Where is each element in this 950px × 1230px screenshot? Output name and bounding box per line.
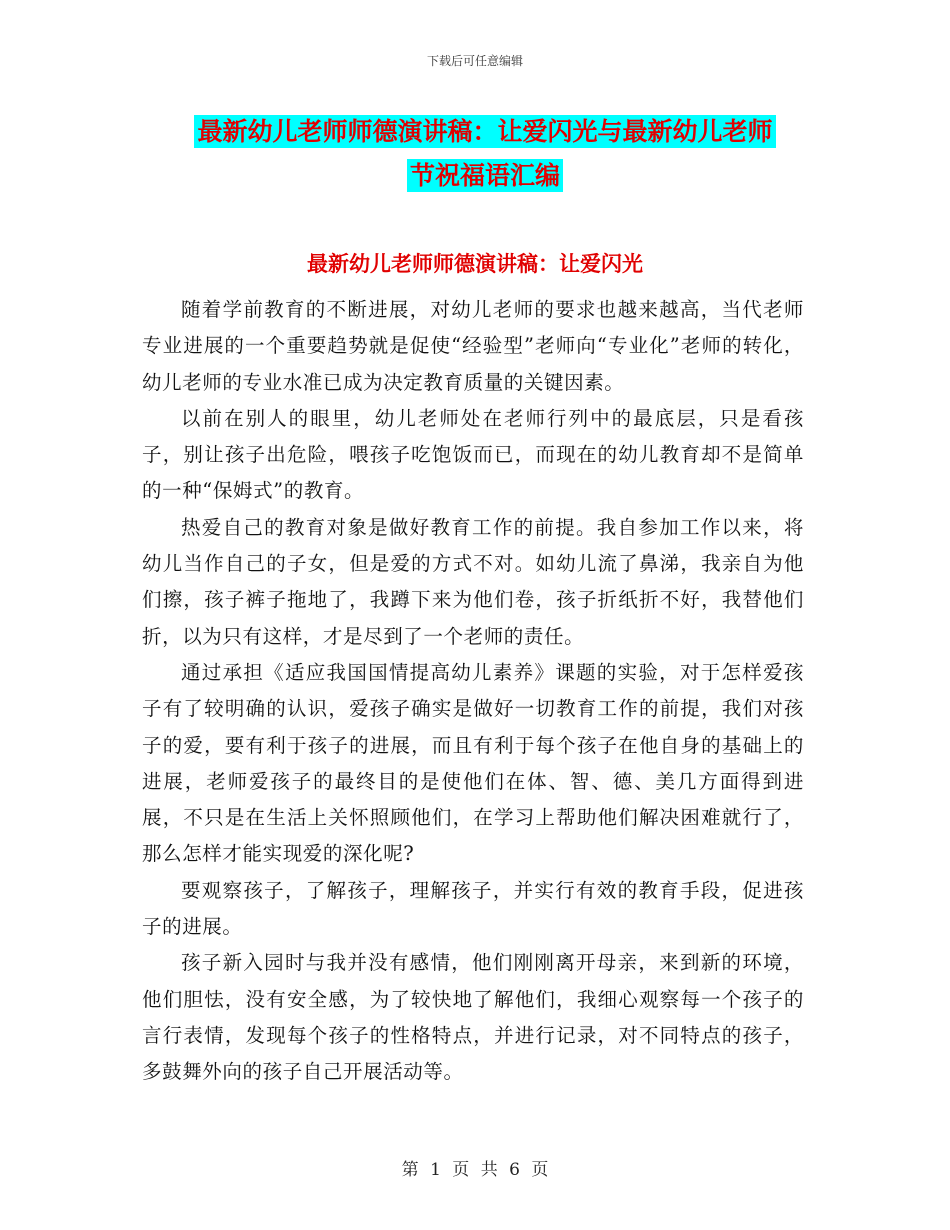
paragraph: 孩子新入园时与我并没有感情，他们刚刚离开母亲，来到新的环境，他们胆怯，没有安全感，为了较快地了解他们，我细心观察每一个孩子的言行表情，发现每个孩子的性格特点，并进行记录，对不同特点的孩子，多鼓舞外向的孩子自己开展活动等。 (142, 951, 804, 1084)
section-title: 最新幼儿老师师德演讲稿：让爱闪光 (307, 252, 643, 276)
document-title-line-2: 节祝福语汇编 (407, 159, 563, 192)
document-title (140, 110, 830, 198)
paragraph: 通过承担《适应我国国情提高幼儿素养》课题的实验，对于怎样爱孩子有了较明确的认识，爱孩子确实是做好一切教育工作的前提，我们对孩子的爱，要有利于孩子的进展，而且有利于每个孩子在他自身的基础上的进展，老师爱孩子的最终目的是使他们在体、智、德、美几方面得到进展，不只是在生活上关怀照顾他们，在学习上帮助他们解决困难就行了，那么怎样才能实现爱的深化呢? (142, 660, 804, 866)
document-title-line-1: 最新幼儿老师师德演讲稿：让爱闪光与最新幼儿老师 (194, 115, 775, 148)
header-note: 下载后可任意编辑 (426, 54, 523, 68)
paragraph: 以前在别人的眼里，幼儿老师处在老师行列中的最底层，只是看孩子，别让孩子出危险，喂孩子吃饱饭而已，而现在的幼儿教育却不是简单的一种“保姆式”的教育。 (142, 406, 804, 503)
paragraph: 随着学前教育的不断进展，对幼儿老师的要求也越来越高，当代老师专业进展的一个重要趋势就是促使“经验型”老师向“专业化”老师的转化，幼儿老师的专业水准已成为决定教育质量的关键因素。 (142, 298, 804, 394)
body-text (142, 292, 804, 1091)
paragraph: 要观察孩子，了解孩子，理解孩子，并实行有效的教育手段，促进孩子的进展。 (142, 878, 804, 939)
page-number: 第 1 页 共 6 页 (401, 1160, 549, 1180)
paragraph: 热爱自己的教育对象是做好教育工作的前提。我自参加工作以来，将幼儿当作自己的子女，但是爱的方式不对。如幼儿流了鼻涕，我亲自为他们擦，孩子裤子拖地了，我蹲下来为他们卷，孩子折纸折不好，我替他们折，以为只有这样，才是尽到了一个老师的责任。 (142, 515, 804, 648)
